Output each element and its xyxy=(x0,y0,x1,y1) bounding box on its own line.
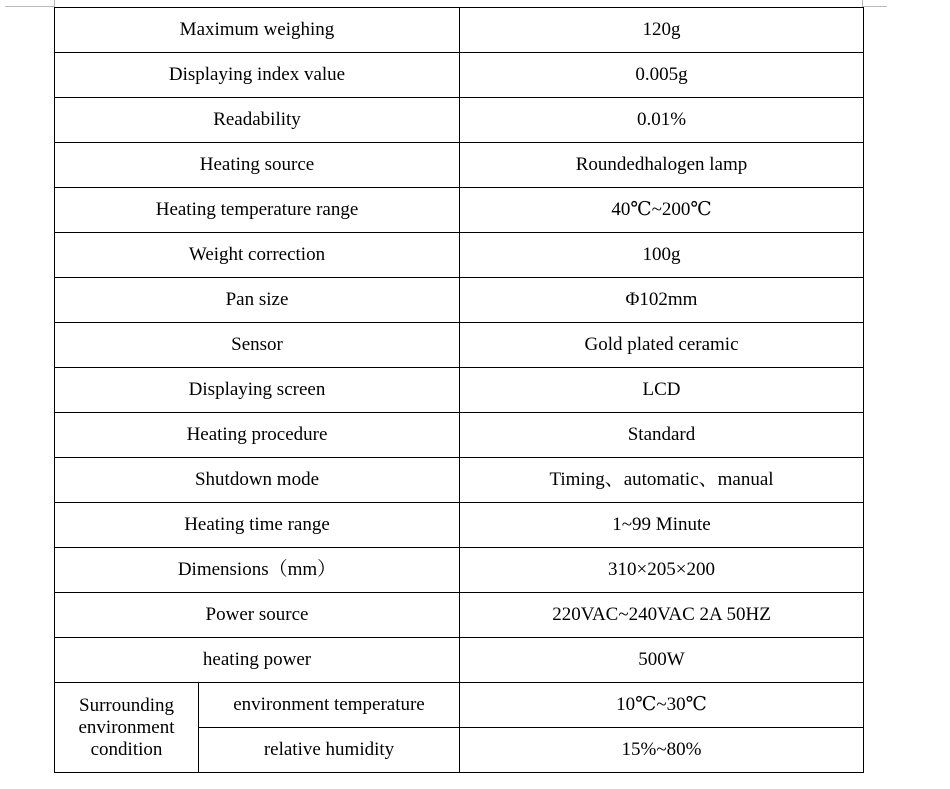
value-cell: Φ102mm xyxy=(460,278,864,323)
param-cell: Sensor xyxy=(55,323,460,368)
param-cell: Shutdown mode xyxy=(55,458,460,503)
table-row xyxy=(55,458,864,503)
table-row xyxy=(55,233,864,278)
page-corner-mark-right-vertical xyxy=(862,0,863,7)
specification-table xyxy=(54,7,864,773)
environment-group-label xyxy=(55,683,199,773)
table-row xyxy=(55,8,864,53)
table-row xyxy=(55,278,864,323)
param-cell: Pan size xyxy=(55,278,460,323)
value-cell: 500W xyxy=(460,638,864,683)
param-cell: Heating time range xyxy=(55,503,460,548)
param-cell: Displaying index value xyxy=(55,53,460,98)
value-cell: Roundedhalogen lamp xyxy=(460,143,864,188)
table-row xyxy=(55,593,864,638)
table-row xyxy=(55,503,864,548)
group-label-line: Surrounding xyxy=(79,694,174,716)
param-cell: Maximum weighing xyxy=(55,8,460,53)
table-row xyxy=(55,143,864,188)
page-corner-mark-left-vertical xyxy=(54,0,55,7)
param-cell: Readability xyxy=(55,98,460,143)
table-row xyxy=(55,548,864,593)
page-corner-mark-right xyxy=(863,6,887,7)
value-cell: 40℃~200℃ xyxy=(460,188,864,233)
param-cell: relative humidity xyxy=(199,728,460,773)
param-cell: heating power xyxy=(55,638,460,683)
param-cell: Heating procedure xyxy=(55,413,460,458)
value-cell: Standard xyxy=(460,413,864,458)
group-label-line: environment xyxy=(78,716,175,738)
value-cell: 0.005g xyxy=(460,53,864,98)
value-cell: 100g xyxy=(460,233,864,278)
value-cell: 15%~80% xyxy=(460,728,864,773)
param-cell: Weight correction xyxy=(55,233,460,278)
table-row xyxy=(55,53,864,98)
value-cell: 120g xyxy=(460,8,864,53)
table-row xyxy=(55,188,864,233)
param-cell: Displaying screen xyxy=(55,368,460,413)
param-cell: Power source xyxy=(55,593,460,638)
table-row xyxy=(55,683,864,728)
param-cell: Heating source xyxy=(55,143,460,188)
value-cell: 310×205×200 xyxy=(460,548,864,593)
value-cell: LCD xyxy=(460,368,864,413)
group-label-line: condition xyxy=(90,738,163,760)
value-cell: 0.01% xyxy=(460,98,864,143)
table-row xyxy=(55,638,864,683)
table-row xyxy=(55,413,864,458)
value-cell: Timing、automatic、manual xyxy=(460,458,864,503)
page-corner-mark-left xyxy=(5,6,54,7)
param-cell: Heating temperature range xyxy=(55,188,460,233)
value-cell: Gold plated ceramic xyxy=(460,323,864,368)
table-row xyxy=(55,323,864,368)
value-cell: 220VAC~240VAC 2A 50HZ xyxy=(460,593,864,638)
table-row xyxy=(55,98,864,143)
param-cell: environment temperature xyxy=(199,683,460,728)
param-cell: Dimensions（mm） xyxy=(55,548,460,593)
table-row xyxy=(55,368,864,413)
value-cell: 1~99 Minute xyxy=(460,503,864,548)
value-cell: 10℃~30℃ xyxy=(460,683,864,728)
